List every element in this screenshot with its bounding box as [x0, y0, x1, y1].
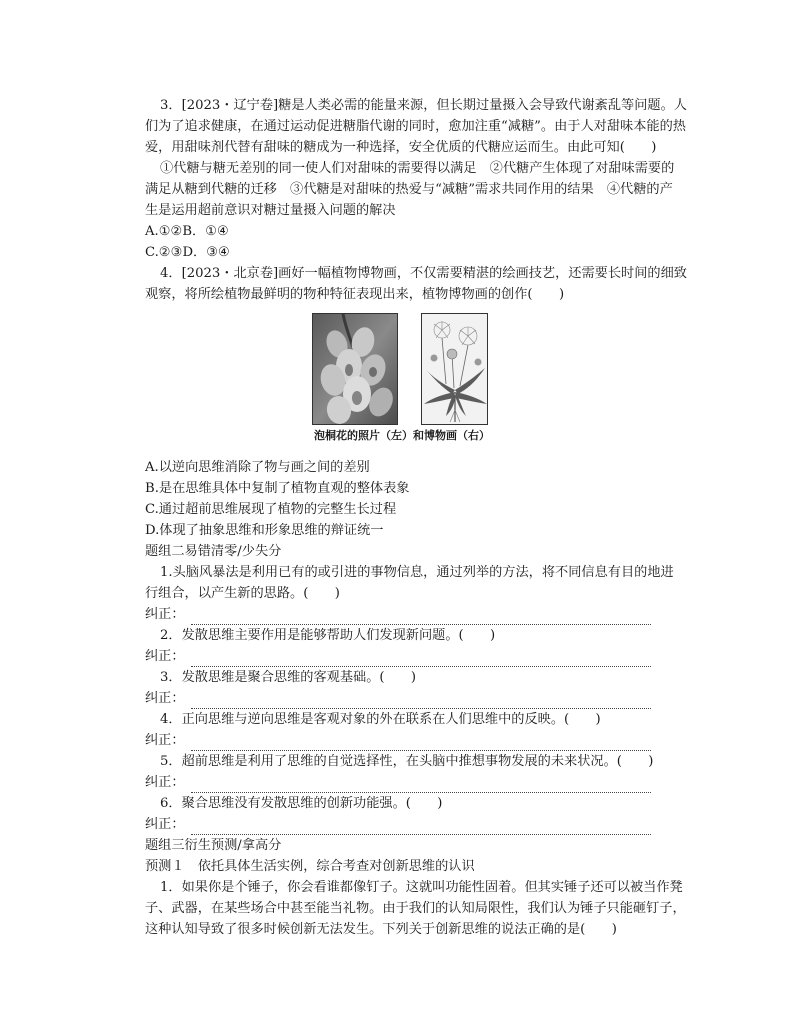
group3-q1-line-2: 子、武器，在某些场合中甚至能当礼物。由于我们的认知局限性，我们认为锤子只能砸钉子， — [145, 901, 686, 916]
group2-item-5: 5．超前思维是利用了思维的自觉选择性，在头脑中推想事物发展的未来状况。( ) — [160, 754, 654, 769]
correction-row-3 — [0, 689, 649, 709]
q4-option-d: D.体现了抽象思维和形象思维的辩证统一 — [145, 523, 384, 538]
group2-item-1-line-2: 行组合，以产生新的思路。( ) — [145, 586, 340, 601]
q3-stem-line-2: 们为了追求健康，在通过运动促进糖脂代谢的同时，愈加注重“减糖”。由于人对甜味本能的热 — [145, 119, 686, 134]
correction-label: 纠正： — [145, 649, 185, 664]
group2-item-6: 6．聚合思维没有发散思维的创新功能强。( ) — [160, 796, 443, 811]
group2-item-3: 3．发散思维是聚合思维的客观基础。( ) — [160, 670, 417, 685]
q3-statements-line-2: 满足从糖到代糖的迁移 ③代糖是对甜味的热爱与“减糖”需求共同作用的结果 ④代糖的产 — [145, 182, 673, 197]
group3-q1-line-1: 1．如果你是个锤子，你会看谁都像钉子。这就叫功能性固着。但其实锤子还可以被当作凳 — [160, 880, 683, 895]
correction-label: 纠正： — [145, 607, 185, 622]
q4-stem-line-1: 4．[2023・北京卷]画好一幅植物博物画，不仅需要精湛的绘画技艺，还需要长时间的细致 — [160, 266, 687, 281]
correction-blank[interactable] — [191, 610, 651, 625]
paulownia-photo — [312, 313, 398, 425]
q4-option-a: A.以逆向思维消除了物与画之间的差别 — [145, 460, 370, 475]
group3-heading: 题组三衍生预测/拿高分 — [145, 838, 282, 853]
correction-row-5 — [0, 773, 649, 793]
q3-stem-line-3: 爱，用甜味剂代替有甜味的糖成为一种选择，安全优质的代糖应运而生。由此可知( ) — [145, 140, 657, 155]
group3-q1-line-3: 这种认知导致了很多时候创新无法发生。下列关于创新思维的说法正确的是( ) — [145, 922, 617, 937]
correction-blank[interactable] — [191, 820, 651, 835]
group2-item-4: 4．正向思维与逆向思维是客观对象的外在联系在人们思维中的反映。( ) — [160, 712, 601, 727]
q4-option-c: C.通过超前思维展现了植物的完整生长过程 — [145, 502, 397, 517]
group2-item-2: 2．发散思维主要作用是能够帮助人们发现新问题。( ) — [160, 628, 496, 643]
correction-row-4 — [0, 731, 649, 751]
group2-item-1-line-1: 1.头脑风暴法是利用已有的或引进的事物信息，通过列举的方法，将不同信息有目的地进 — [160, 565, 674, 580]
q3-option-cd: C.②③D．③④ — [145, 245, 230, 260]
correction-row-2 — [0, 647, 649, 667]
q4-figure — [312, 313, 488, 425]
correction-row-1 — [0, 605, 649, 625]
correction-label: 纠正： — [145, 733, 185, 748]
correction-label: 纠正： — [145, 817, 185, 832]
q4-stem-line-2: 观察，将所绘植物最鲜明的物种特征表现出来，植物博物画的创作( ) — [145, 287, 565, 302]
correction-blank[interactable] — [191, 778, 651, 793]
q3-option-ab: A.①②B．①④ — [145, 224, 229, 239]
correction-label: 纠正： — [145, 775, 185, 790]
correction-row-6 — [0, 815, 649, 835]
correction-label: 纠正： — [145, 691, 185, 706]
q3-statements-line-3: 生是运用超前意识对糖过量摄入问题的解决 — [145, 203, 396, 218]
q3-statements-line-1: ①代糖与糖无差别的同一使人们对甜味的需要得以满足 ②代糖产生体现了对甜味需要的 — [160, 161, 675, 176]
q4-figure-caption: 泡桐花的照片（左）和博物画（右） — [314, 429, 490, 442]
group2-heading: 题组二易错清零/少失分 — [145, 544, 282, 559]
dandelion-botanical-drawing — [421, 313, 488, 425]
correction-blank[interactable] — [191, 694, 651, 709]
q3-stem-line-1: 3．[2023・辽宁卷]糖是人类必需的能量来源，但长期过量摄入会导致代谢紊乱等问题。人 — [160, 98, 687, 113]
q4-option-b: B.是在思维具体中复制了植物直观的整体表象 — [145, 481, 410, 496]
correction-blank[interactable] — [191, 652, 651, 667]
group3-prediction-title: 预测１ 依托具体生活实例，综合考查对创新思维的认识 — [145, 859, 475, 874]
correction-blank[interactable] — [191, 736, 651, 751]
